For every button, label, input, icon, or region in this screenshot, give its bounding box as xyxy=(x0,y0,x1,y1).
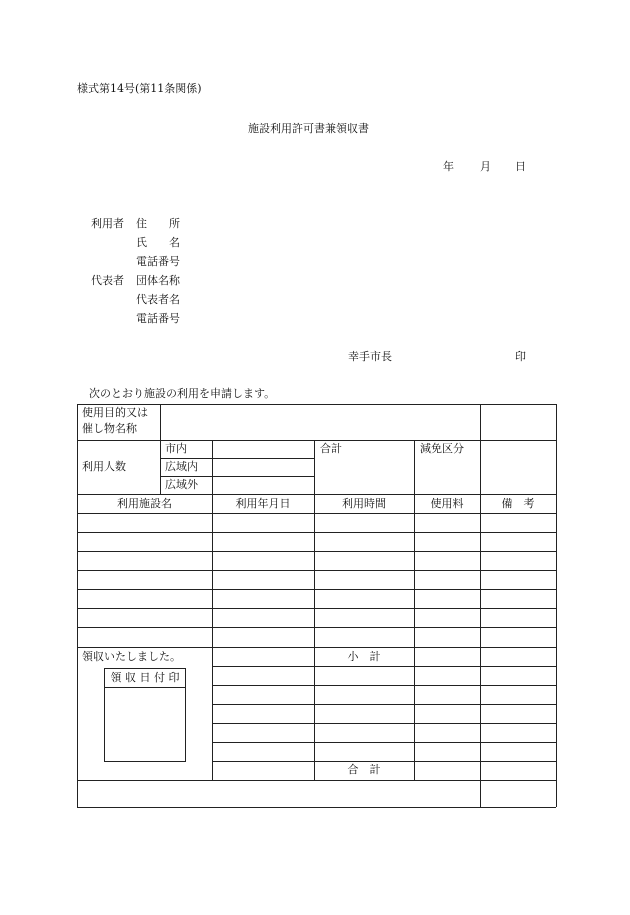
date-year-label: 年 xyxy=(443,160,454,173)
user-label: 利用者 xyxy=(91,217,124,230)
representative-phone-label: 電話番号 xyxy=(136,312,180,325)
representative-name-label: 代表者名 xyxy=(136,293,180,306)
purpose-label-line2: 催し物名称 xyxy=(82,422,137,435)
page-title: 施設利用許可書兼領収書 xyxy=(248,122,369,135)
col-header-date: 利用年月日 xyxy=(235,497,291,510)
address-label: 住 所 xyxy=(136,217,180,230)
purpose-label-line1: 使用目的又は xyxy=(82,406,148,419)
name-label: 氏 名 xyxy=(136,236,180,249)
phone-label: 電話番号 xyxy=(136,255,180,268)
representative-label: 代表者 xyxy=(91,274,124,287)
intro-text: 次のとおり施設の利用を申請します。 xyxy=(89,387,276,400)
seal-mark: 印 xyxy=(515,350,526,363)
in-city-label: 市内 xyxy=(165,442,187,455)
users-count-label: 利用人数 xyxy=(82,460,126,473)
organization-label: 団体名称 xyxy=(136,274,180,287)
received-text: 領収いたしました。 xyxy=(82,650,181,663)
total-people-label: 合計 xyxy=(320,442,342,455)
grand-total-label: 合 計 xyxy=(347,763,381,776)
col-header-remarks: 備 考 xyxy=(501,497,535,510)
out-region-label: 広域外 xyxy=(165,478,198,491)
col-header-facility: 利用施設名 xyxy=(117,497,172,510)
mayor-title: 幸手市長 xyxy=(348,350,392,363)
exemption-label: 減免区分 xyxy=(420,442,464,455)
col-header-fee: 使用料 xyxy=(430,497,464,510)
date-day-label: 日 xyxy=(515,160,526,173)
receipt-stamp-header xyxy=(105,669,185,688)
purpose-input[interactable] xyxy=(161,405,479,439)
form-number: 様式第14号(第11条関係) xyxy=(77,82,202,95)
in-region-label: 広域内 xyxy=(165,460,198,473)
receipt-stamp-box xyxy=(104,668,186,762)
col-header-time: 利用時間 xyxy=(342,497,386,510)
subtotal-label: 小 計 xyxy=(347,650,381,663)
receipt-stamp-label: 領 収 日 付 印 xyxy=(110,671,180,684)
date-month-label: 月 xyxy=(480,160,491,173)
